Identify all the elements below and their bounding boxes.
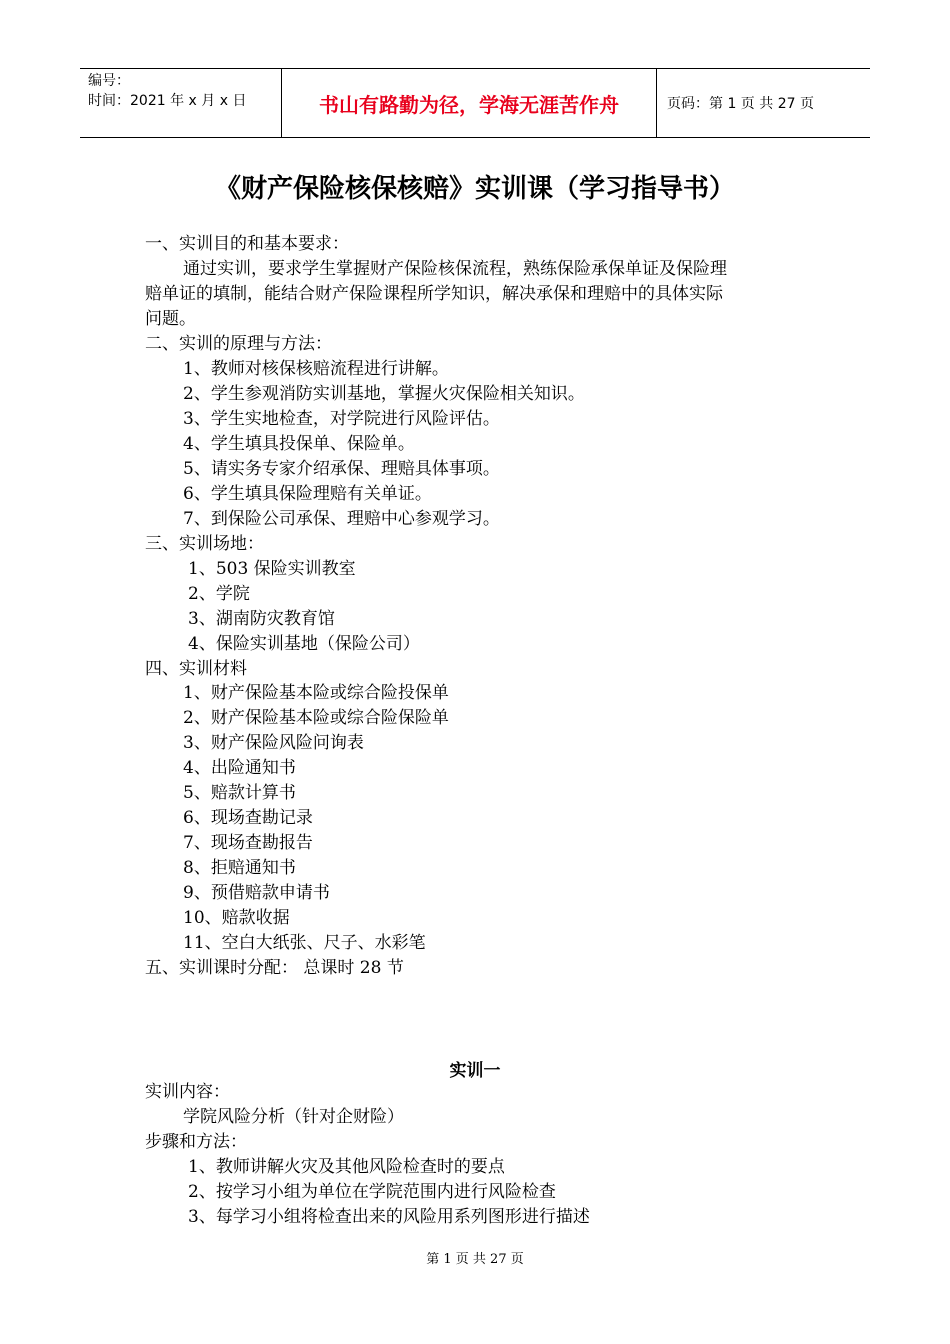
- list-item: 1、503 保险实训教室: [188, 559, 356, 579]
- list-item: 7、到保险公司承保、理赔中心参观学习。: [183, 509, 500, 529]
- list-item: 3、每学习小组将检查出来的风险用系列图形进行描述: [188, 1207, 590, 1227]
- list-item: 2、按学习小组为单位在学院范围内进行风险检查: [188, 1182, 556, 1202]
- list-item: 10、赔款收据: [183, 908, 290, 928]
- list-item: 2、学院: [188, 584, 250, 604]
- list-item: 4、出险通知书: [183, 758, 296, 778]
- motto: 书山有路勤为径，学海无涯苦作舟: [282, 69, 657, 137]
- section-3-heading: 三、实训场地：: [145, 534, 264, 554]
- list-item: 1、财产保险基本险或综合险投保单: [183, 683, 449, 703]
- training-steps-label: 步骤和方法：: [145, 1132, 247, 1152]
- list-item: 5、赔款计算书: [183, 783, 296, 803]
- header-table: [80, 68, 870, 138]
- list-item: 2、财产保险基本险或综合险保险单: [183, 708, 449, 728]
- section-4-heading: 四、实训材料: [145, 659, 247, 679]
- section-1-paragraph-line: 赔单证的填制，能结合财产保险课程所学知识，解决承保和理赔中的具体实际: [145, 284, 723, 304]
- training-content-label: 实训内容：: [145, 1082, 230, 1102]
- number-label: 编号：: [88, 73, 130, 89]
- list-item: 3、湖南防灾教育馆: [188, 609, 335, 629]
- header-info-cell: [80, 69, 282, 137]
- section-1-heading: 一、实训目的和基本要求：: [145, 234, 349, 254]
- training-content: 学院风险分析（针对企财险）: [183, 1107, 404, 1127]
- section-5-heading: 五、实训课时分配： 总课时 28 节: [145, 958, 404, 978]
- list-item: 4、保险实训基地（保险公司）: [188, 634, 420, 654]
- list-item: 2、学生参观消防实训基地，掌握火灾保险相关知识。: [183, 384, 585, 404]
- list-item: 11、空白大纸张、尺子、水彩笔: [183, 933, 426, 953]
- list-item: 1、教师对核保核赔流程进行讲解。: [183, 359, 449, 379]
- list-item: 4、学生填具投保单、保险单。: [183, 434, 415, 454]
- list-item: 7、现场查勘报告: [183, 833, 313, 853]
- list-item: 6、学生填具保险理赔有关单证。: [183, 484, 432, 504]
- list-item: 3、财产保险风险问询表: [183, 733, 364, 753]
- list-item: 3、学生实地检查，对学院进行风险评估。: [183, 409, 500, 429]
- section-1-paragraph-line: 通过实训，要求学生掌握财产保险核保流程，熟练保险承保单证及保险理: [183, 259, 727, 279]
- section-2-heading: 二、实训的原理与方法：: [145, 334, 332, 354]
- list-item: 6、现场查勘记录: [183, 808, 313, 828]
- page-footer: 第 1 页 共 27 页: [426, 1252, 524, 1267]
- list-item: 9、预借赔款申请书: [183, 883, 330, 903]
- list-item: 1、教师讲解火灾及其他风险检查时的要点: [188, 1157, 505, 1177]
- page-info: 页码：第 1 页 共 27 页: [667, 96, 814, 112]
- section-1-paragraph-line: 问题。: [145, 309, 196, 329]
- list-item: 8、拒赔通知书: [183, 858, 296, 878]
- training-1-heading: 实训一: [449, 1061, 501, 1081]
- list-item: 5、请实务专家介绍承保、理赔具体事项。: [183, 459, 500, 479]
- date-label: 时间：2021 年 x 月 x 日: [88, 93, 247, 109]
- document-title: 《财产保险核保核赔》实训课（学习指导书）: [214, 174, 735, 204]
